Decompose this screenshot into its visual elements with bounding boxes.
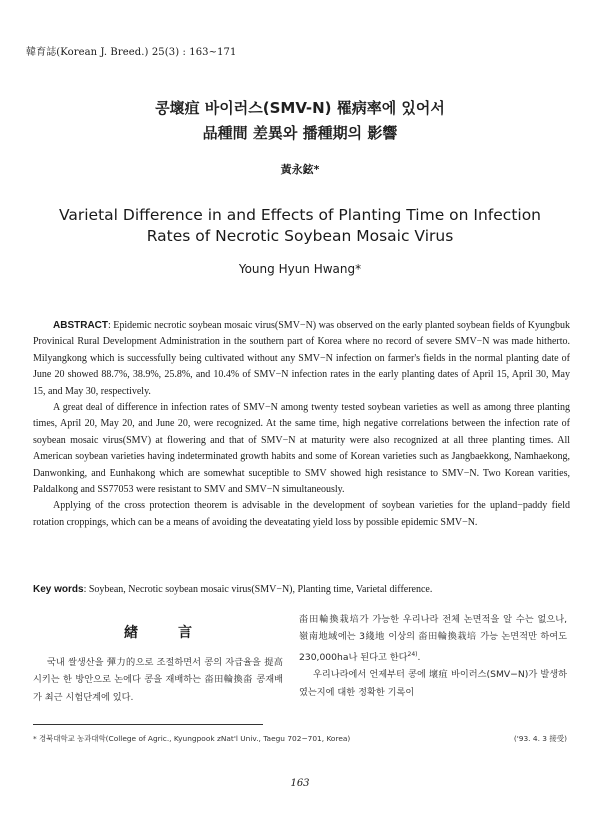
keywords-label: Key words (33, 584, 84, 595)
korean-title-line1: 콩壞疽 바이러스(SMV-N) 罹病率에 있어서 (155, 99, 445, 117)
keywords (33, 584, 573, 595)
right-paragraph1-end: . (417, 651, 421, 663)
korean-author: 黃永鉉* (280, 163, 320, 176)
left-column-text: 국내 쌀생산을 彈力的으로 조절하면서 콩의 자급율을 提高시키는 한 방안으로 논에다 콩을 재배하는 畓田輪換畓 콩재배가 최근 시험단계에 있다. (33, 657, 283, 703)
section-heading: 緖言 (124, 625, 232, 641)
abstract-paragraph: A great deal of difference in infection rates of SMV−N among twenty tested soybean varieties as well as among three planting times, April 20, May 20, and June 20, were recognized. At the same time, high negative correlations between the infection rate of soybean mosaic virus(SMV) at flowering and that of SMV−N at maturity were also recognized at all three planting times. All American soybean varieties having indeterminated growth habits and some of Korean varieties such as Jangbaekkong, Namhaekong, Danwonking, and Eunhakong which are somewhat suceptible to SMV showed high resistance to SMV−N. Two Korean varities, Paldalkong and SS77053 were resistant to SMV and SMV−N simultaneously. (33, 402, 570, 496)
english-title-line1: Varietal Difference in and Effects of Planting Time on Infection (58, 206, 542, 224)
right-column-paragraph2: 우리나라에서 언제부터 콩에 壞疽 바이러스(SMV−N)가 발생하였는지에 대한 정확한 기록이 (299, 669, 567, 698)
right-column-paragraph (299, 611, 567, 666)
english-title-line2: Rates of Necrotic Soybean Mosaic Virus (146, 227, 454, 245)
abstract-paragraph: Applying of the cross protection theorem is advisable in the development of soybean varieties for the upland−paddy field rotation croppings, which can be a means of avoiding the deveatating yield loss by possible epidemic SMV−N. (33, 500, 570, 528)
reference-superscript: 24) (407, 650, 418, 658)
keywords-text: : Soybean, Necrotic soybean mosaic virus(SMV−N), Planting time, Varietal difference. (83, 584, 433, 595)
abstract (33, 318, 570, 531)
abstract-paragraph (33, 318, 570, 400)
abstract-text: : Epidemic necrotic soybean mosaic virus(SMV−N) was observed on the early planted soybean fields of Kyungbuk Provinical Rural Development Administration in the southern part of Korea where no record of severe SMV−N was made hitherto. Milyangkong which is successfully being cultivated without any SMV−N infection on farmer's fields in the normal planting date of June 20 showed 88.7%, 38.9%, 25.8%, and 10.4% of SMV−N infection rates in the early planting dates of April 15, April 30, May 15, and May 30, respectively. (33, 320, 570, 397)
right-column (299, 611, 567, 701)
page-number: 163 (290, 778, 310, 789)
abstract-label: ABSTRACT (53, 320, 108, 331)
english-author: Young Hyun Hwang* (238, 262, 362, 276)
korean-title-line2: 品種間 差異와 播種期의 影響 (202, 124, 398, 142)
left-column (33, 612, 283, 706)
journal-citation: 韓育誌(Korean J. Breed.) 25(3) : 163~171 (26, 47, 237, 58)
received-date: ('93. 4. 3 接受) (513, 734, 567, 743)
footnote-divider (33, 724, 263, 725)
footnote: * 경북대학교 농과대학(College of Agric., Kyungpook zNat'l Univ., Taegu 702−701, Korea) (33, 734, 351, 743)
right-paragraph1-text: 畓田輪換栽培가 가능한 우리나라 전체 논면적을 알 수는 없으나, 嶺南地域에는 3綫地 이상의 畓田輪換栽培 가능 논면적만 하여도 230,000ha나 된다고 한다 (299, 614, 567, 663)
